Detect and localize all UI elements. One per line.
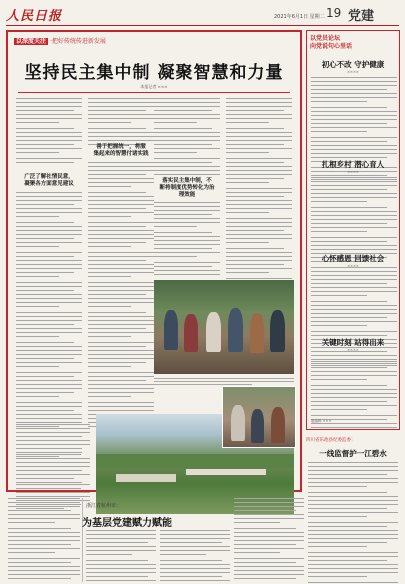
subheading-2: 善于把握统一，将服 集起来的智慧付诸实践 (93, 144, 149, 158)
body-text-block (88, 98, 154, 148)
inset-photo (222, 386, 296, 448)
newspaper-logo: 人民日报 (6, 9, 63, 24)
sidebar-article-author-4: ×××× (347, 348, 359, 352)
section-series: ·把好传统传进新发展 (50, 38, 106, 45)
body-text-block (234, 498, 304, 582)
divider-rule (18, 92, 290, 93)
sidebar-article-author-3: ×××× (347, 264, 359, 268)
sidebar-editor: 版编辑 ××× (311, 419, 332, 423)
headline: 坚持民主集中制 凝聚智慧和力量 (24, 63, 284, 83)
sidebar-article-author-2: ×××× (347, 170, 359, 174)
sidebar-article-author-1: ×××× (347, 70, 359, 74)
sidebar-column-subtitle: 向党说句心里话 (310, 42, 353, 50)
byline: 本报记者 ××× (140, 84, 168, 89)
sidebar-frame (306, 30, 400, 430)
subheading-1: 广泛了解社情民意， 凝聚各方面意见建议 (24, 174, 74, 188)
body-text-block (154, 98, 220, 178)
bottom-left-headline: 为基层党建赋力赋能 (82, 518, 172, 529)
body-text-block (8, 498, 80, 582)
section-header (14, 36, 106, 45)
subheading-3: 落实民主集中制，不 断将制度优势转化为治 理效能 (159, 178, 215, 199)
body-text-block (86, 530, 156, 584)
sidebar-column-name (310, 35, 352, 50)
main-article-frame (6, 30, 302, 492)
sidebar-article-title-3: 心怀感恩 回馈社会 (321, 254, 385, 263)
sidebar-column-title: 以党员论坛 (310, 35, 341, 42)
bottom-left-kicker: 浙江省杭州市： (86, 503, 122, 509)
village-meeting-photo (154, 280, 294, 374)
body-text-block (308, 462, 398, 584)
body-text-block (160, 530, 230, 584)
bottom-right-headline: 一线监督护一江碧水 (319, 449, 387, 458)
page-name: 党建 (348, 9, 375, 24)
page-number: 19 (326, 6, 342, 20)
sidebar-article-title-4: 关键时刻 站得出来 (321, 338, 385, 347)
issue-date: 2021年6月1日 星期二 (274, 14, 325, 20)
body-text-block (16, 98, 82, 166)
body-text-block (88, 162, 154, 432)
sidebar-article-title-2: 扎根乡村 潜心育人 (321, 160, 385, 169)
body-text-block (154, 202, 220, 278)
column-divider (82, 498, 83, 582)
section-tag: 以深度关注 (16, 38, 47, 45)
sidebar-article-title-1: 初心不改 守护健康 (321, 60, 385, 69)
masthead (6, 4, 399, 26)
body-text-block (226, 98, 292, 282)
bottom-right-kicker: 四川省乐池县纪委监委： (306, 438, 356, 443)
